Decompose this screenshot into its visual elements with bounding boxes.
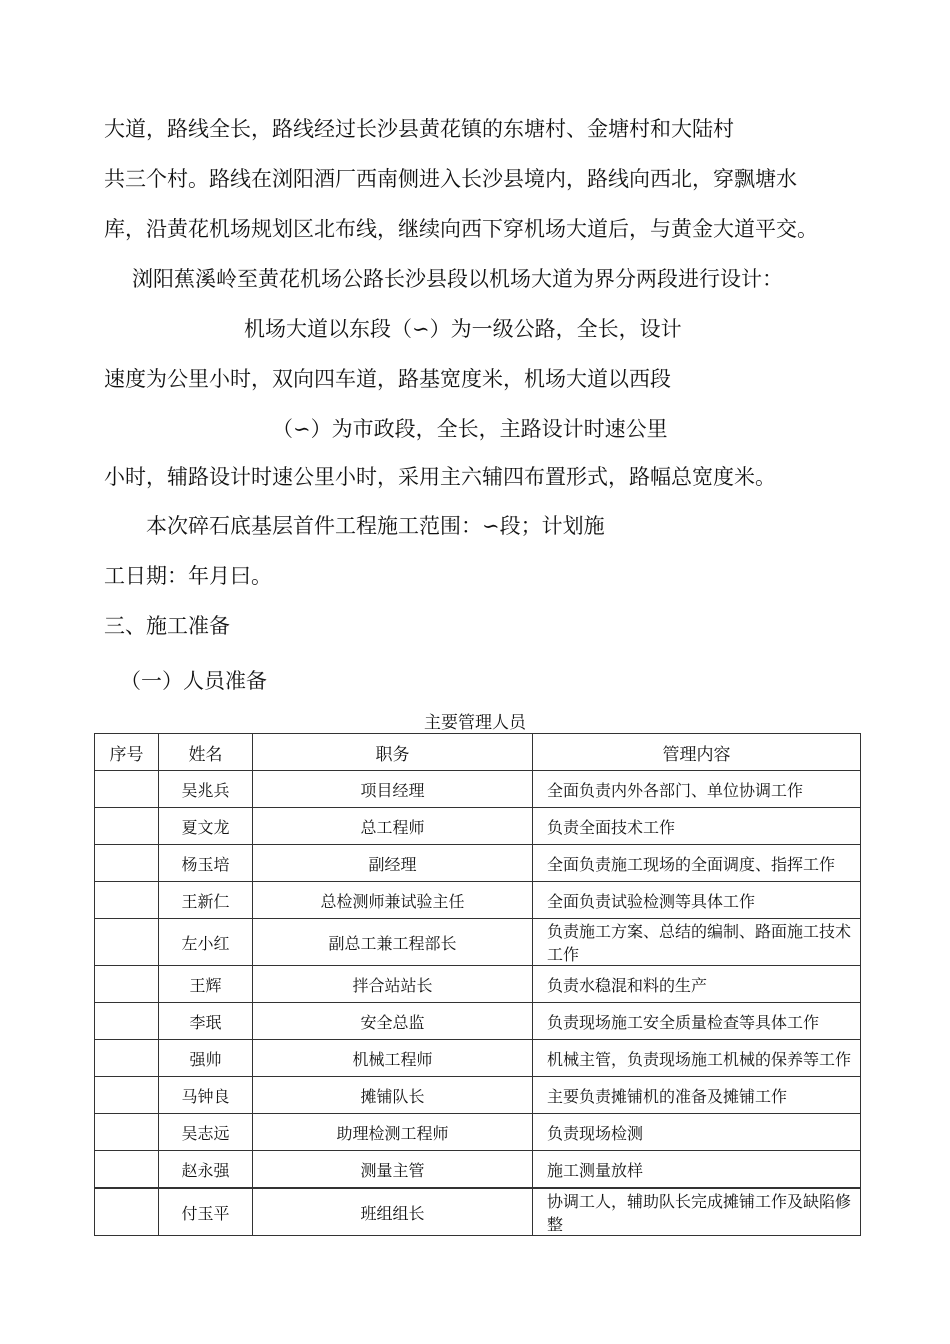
cell-role: 副总工兼工程部长: [253, 919, 533, 966]
staff-table: [94, 733, 861, 1236]
table-row: [95, 1003, 861, 1040]
paragraph-line-7: （∽）为市政段，全长，主路设计时速公里: [272, 417, 668, 441]
cell-role: 总工程师: [253, 808, 533, 845]
cell-name: 吴兆兵: [159, 771, 253, 808]
cell-name: 夏文龙: [159, 808, 253, 845]
cell-role: 拌合站站长: [253, 966, 533, 1003]
table-caption: 主要管理人员: [424, 713, 526, 733]
cell-role: 助理检测工程师: [253, 1114, 533, 1151]
paragraph-line-8: 小时，辅路设计时速公里小时，采用主六辅四布置形式，路幅总宽度米。: [104, 465, 776, 489]
cell-role: 项目经理: [253, 771, 533, 808]
header-no: 序号: [95, 734, 159, 771]
cell-duty: 负责水稳混和料的生产: [533, 966, 861, 1003]
paragraph-line-5: 机场大道以东段（∽）为一级公路，全长，设计: [244, 317, 682, 341]
table-row: [95, 1151, 861, 1189]
table-row: [95, 1077, 861, 1114]
cell-duty: 负责施工方案、总结的编制、路面施工技术工作: [533, 919, 861, 966]
paragraph-line-10: 工日期：年月曰。: [104, 564, 272, 588]
cell-no: [95, 919, 159, 966]
cell-no: [95, 808, 159, 845]
table-row: [95, 966, 861, 1003]
cell-role: 摊铺队长: [253, 1077, 533, 1114]
cell-role: 副经理: [253, 845, 533, 882]
cell-duty: 协调工人，辅助队长完成摊铺工作及缺陷修整: [533, 1188, 861, 1236]
cell-duty: 全面负责内外各部门、单位协调工作: [533, 771, 861, 808]
cell-name: 李珉: [159, 1003, 253, 1040]
table-row: [95, 808, 861, 845]
cell-duty: 负责全面技术工作: [533, 808, 861, 845]
header-duty: 管理内容: [533, 734, 861, 771]
cell-duty: 全面负责施工现场的全面调度、指挥工作: [533, 845, 861, 882]
cell-name: 王辉: [159, 966, 253, 1003]
cell-name: 杨玉培: [159, 845, 253, 882]
paragraph-line-6: 速度为公里小时，双向四车道，路基宽度米，机场大道以西段: [104, 367, 671, 391]
cell-no: [95, 1003, 159, 1040]
cell-role: 班组组长: [253, 1188, 533, 1236]
section-heading: 三、施工准备: [104, 614, 230, 638]
table-row: [95, 1114, 861, 1151]
cell-role: 安全总监: [253, 1003, 533, 1040]
cell-duty: 机械主管，负责现场施工机械的保养等工作: [533, 1040, 861, 1077]
table-row: [95, 771, 861, 808]
subsection-heading: （一）人员准备: [120, 669, 267, 693]
cell-name: 马钟良: [159, 1077, 253, 1114]
table-row: [95, 919, 861, 966]
paragraph-line-4: 浏阳蕉溪岭至黄花机场公路长沙县段以机场大道为界分两段进行设计：: [132, 267, 783, 291]
table-row: [95, 1188, 861, 1236]
table-row: [95, 845, 861, 882]
cell-no: [95, 1077, 159, 1114]
cell-name: 强帅: [159, 1040, 253, 1077]
table-row: [95, 1040, 861, 1077]
cell-no: [95, 966, 159, 1003]
cell-name: 左小红: [159, 919, 253, 966]
cell-no: [95, 771, 159, 808]
cell-duty: 主要负责摊铺机的准备及摊铺工作: [533, 1077, 861, 1114]
cell-duty: 施工测量放样: [533, 1151, 861, 1189]
cell-no: [95, 1040, 159, 1077]
cell-role: 机械工程师: [253, 1040, 533, 1077]
cell-name: 付玉平: [159, 1188, 253, 1236]
paragraph-line-1: 大道，路线全长，路线经过长沙县黄花镇的东塘村、金塘村和大陆村: [104, 117, 734, 141]
cell-name: 吴志远: [159, 1114, 253, 1151]
table-row: [95, 882, 861, 919]
cell-duty: 全面负责试验检测等具体工作: [533, 882, 861, 919]
table-header-row: [95, 734, 861, 771]
header-name: 姓名: [159, 734, 253, 771]
cell-no: [95, 845, 159, 882]
cell-duty: 负责现场检测: [533, 1114, 861, 1151]
paragraph-line-2: 共三个村。路线在浏阳酒厂西南侧进入长沙县境内，路线向西北，穿飘塘水: [104, 167, 797, 191]
cell-no: [95, 1188, 159, 1236]
cell-role: 总检测师兼试验主任: [253, 882, 533, 919]
cell-no: [95, 882, 159, 919]
cell-name: 王新仁: [159, 882, 253, 919]
cell-no: [95, 1114, 159, 1151]
cell-duty: 负责现场施工安全质量检查等具体工作: [533, 1003, 861, 1040]
paragraph-line-3: 库，沿黄花机场规划区北布线，继续向西下穿机场大道后，与黄金大道平交。: [104, 217, 818, 241]
paragraph-line-9: 本次碎石底基层首件工程施工范围：∽段；计划施: [146, 514, 605, 538]
cell-role: 测量主管: [253, 1151, 533, 1189]
cell-name: 赵永强: [159, 1151, 253, 1189]
header-role: 职务: [253, 734, 533, 771]
cell-no: [95, 1151, 159, 1189]
